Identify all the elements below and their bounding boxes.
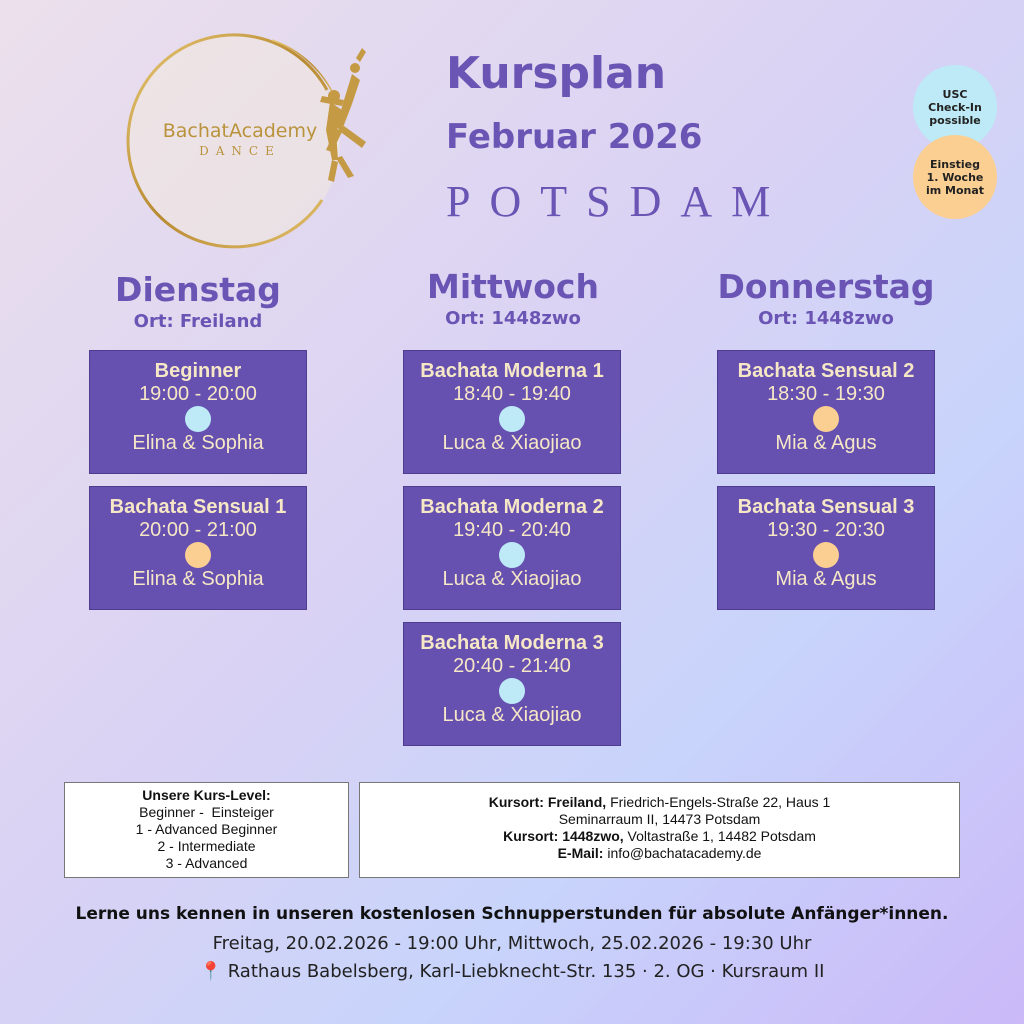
- logo-sub: DANCE: [199, 144, 281, 158]
- usc-badge-line: possible: [929, 113, 981, 127]
- trial-headline: Lerne uns kennen in unseren kostenlosen Schnupperstunden für absolute Anfänger*innen.: [75, 904, 949, 924]
- course-teachers: Mia & Agus: [775, 432, 877, 454]
- levels-box: [64, 782, 349, 878]
- level-item: 2 - Intermediate: [157, 838, 256, 854]
- course-time: 20:40 - 21:40: [453, 655, 571, 677]
- email-label: E-Mail:: [557, 845, 604, 861]
- day-name: Donnerstag: [717, 267, 935, 306]
- level-dot-icon: [499, 542, 525, 568]
- einstieg-badge-line: im Monat: [925, 183, 985, 197]
- course-teachers: Luca & Xiaojiao: [442, 704, 582, 726]
- level-dot-icon: [813, 542, 839, 568]
- einstieg-badge: [913, 135, 997, 219]
- logo-name: BachatAcademy: [162, 120, 318, 142]
- email-link[interactable]: info@bachatacademy.de: [603, 845, 762, 861]
- course-title: Bachata Moderna 3: [420, 632, 604, 654]
- course-title: Bachata Moderna 2: [420, 496, 604, 518]
- zwo-address: Voltastraße 1, 14482 Potsdam: [623, 828, 816, 844]
- day-header-mittwoch: [403, 267, 623, 329]
- level-dot-icon: [499, 678, 525, 704]
- course-time: 19:40 - 20:40: [453, 519, 571, 541]
- course-time: 20:00 - 21:00: [139, 519, 257, 541]
- usc-badge-line: Check-In: [928, 100, 982, 114]
- page-subtitle: Februar 2026: [446, 117, 703, 157]
- city-name: POTSDAM: [446, 177, 790, 226]
- locations-box: [359, 782, 960, 878]
- einstieg-badge-line: 1. Woche: [926, 170, 984, 184]
- zwo-label: Kursort: 1448zwo,: [503, 828, 624, 844]
- level-dot-icon: [185, 542, 211, 568]
- course-title: Bachata Moderna 1: [420, 360, 604, 382]
- course-card: [89, 486, 307, 610]
- course-time: 19:00 - 20:00: [139, 383, 257, 405]
- course-teachers: Mia & Agus: [775, 568, 877, 590]
- location-pin-icon: 📍: [199, 961, 222, 982]
- trial-dates: Freitag, 20.02.2026 - 19:00 Uhr, Mittwoch, 25.02.2026 - 19:30 Uhr: [212, 933, 812, 954]
- level-item: 3 - Advanced: [165, 855, 248, 871]
- level-dot-icon: [499, 406, 525, 432]
- course-title: Bachata Sensual 2: [737, 360, 915, 382]
- course-time: 18:40 - 19:40: [453, 383, 571, 405]
- course-card: [717, 486, 935, 610]
- course-card: [89, 350, 307, 474]
- course-title: Bachata Sensual 1: [109, 496, 287, 518]
- course-teachers: Elina & Sophia: [132, 568, 264, 590]
- level-item: 1 - Advanced Beginner: [135, 821, 278, 837]
- level-item: Beginner - Einsteiger: [139, 804, 274, 820]
- day-location: Ort: 1448zwo: [445, 308, 581, 329]
- course-card: [403, 486, 621, 610]
- freiland-address: Friedrich-Engels-Straße 22, Haus 1: [606, 794, 831, 810]
- trial-location: [0, 961, 1024, 982]
- page-title: Kursplan: [446, 48, 667, 99]
- course-teachers: Luca & Xiaojiao: [442, 432, 582, 454]
- level-dot-icon: [185, 406, 211, 432]
- course-time: 18:30 - 19:30: [767, 383, 885, 405]
- course-time: 19:30 - 20:30: [767, 519, 885, 541]
- levels-heading: Unsere Kurs-Level:: [142, 787, 271, 803]
- trial-address: Rathaus Babelsberg, Karl-Liebknecht-Str. 135 · 2. OG · Kursraum II: [221, 961, 825, 982]
- day-name: Dienstag: [115, 270, 281, 309]
- course-card: [403, 622, 621, 746]
- course-title: Bachata Sensual 3: [737, 496, 915, 518]
- day-location: Ort: 1448zwo: [758, 308, 894, 329]
- course-teachers: Luca & Xiaojiao: [442, 568, 582, 590]
- einstieg-badge-line: Einstieg: [929, 157, 980, 171]
- course-card: [717, 350, 935, 474]
- day-header-dienstag: [88, 270, 308, 332]
- freiland-room: Seminarraum II, 14473 Potsdam: [558, 811, 761, 827]
- course-teachers: Elina & Sophia: [132, 432, 264, 454]
- day-name: Mittwoch: [427, 267, 599, 306]
- course-card: [403, 350, 621, 474]
- day-header-donnerstag: [706, 267, 946, 329]
- usc-badge-line: USC: [942, 87, 968, 101]
- day-location: Ort: Freiland: [133, 311, 263, 332]
- freiland-label: Kursort: Freiland,: [488, 794, 607, 810]
- course-title: Beginner: [154, 360, 242, 382]
- logo-text: [140, 120, 340, 158]
- level-dot-icon: [813, 406, 839, 432]
